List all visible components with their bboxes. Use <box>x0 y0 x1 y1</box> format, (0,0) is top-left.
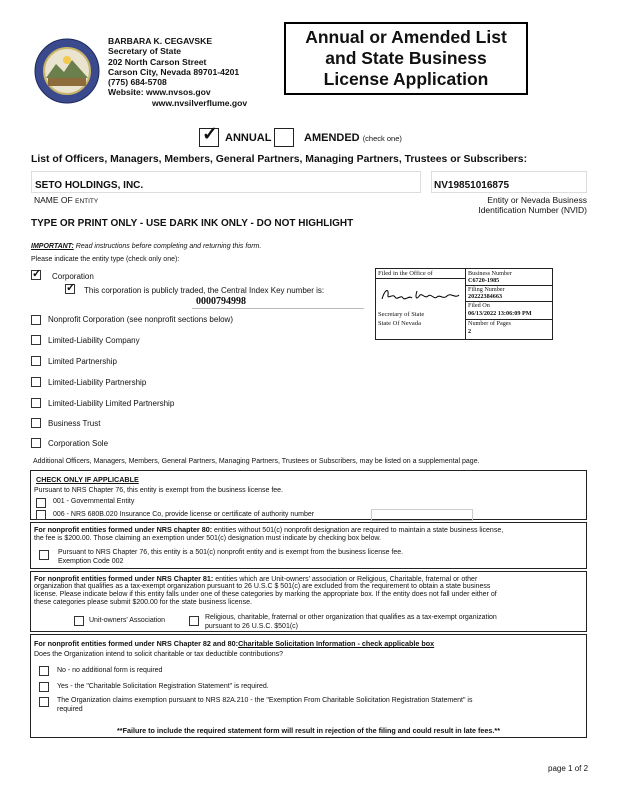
chapter-82-title: For nonprofit entities formed under NRS Chapter 82 and 80: <box>34 639 239 648</box>
governmental-entity-checkbox[interactable] <box>36 498 46 508</box>
lp-label: Limited Partnership <box>48 357 117 366</box>
signature <box>379 285 463 310</box>
insurance-co-label: 006 - NRS 680B.020 Insurance Co, provide license or certificate of authority number <box>53 511 315 518</box>
amended-label: AMENDED <box>304 132 360 144</box>
exemption-section-title: CHECK ONLY IF APPLICABLE <box>36 475 139 484</box>
solicitation-yes-checkbox[interactable] <box>39 682 49 692</box>
secretary-name: BARBARA K. CEGAVSKE <box>108 36 213 46</box>
state-seal <box>34 38 100 104</box>
solicitation-exemption-label: The Organization claims exemption pursuant to NRS 82A.210 - the "Exemption From Charitable Solicitation Registration Statement" is <box>57 697 473 704</box>
secretary-title: Secretary of State <box>108 46 182 57</box>
chapter-81-title: For nonprofit entities formed under NRS Chapter 81: <box>34 574 214 583</box>
website-link-1[interactable]: www.nvsos.gov <box>146 87 211 98</box>
pages-value: 2 <box>468 328 472 335</box>
nonprofit-label: Nonprofit Corporation (see nonprofit sections below) <box>48 315 233 324</box>
llc-label: Limited-Liability Company <box>48 336 140 345</box>
solicitation-no-checkbox[interactable] <box>39 666 49 676</box>
lp-checkbox[interactable] <box>31 356 41 366</box>
nvid-label-line-1: Entity or Nevada Business <box>487 195 587 205</box>
website-link-2[interactable]: www.nvsilverflume.gov <box>152 97 248 108</box>
lllp-checkbox[interactable] <box>31 398 41 408</box>
business-number-label: Business Number <box>468 270 512 277</box>
state-of-nevada-label: State Of Nevada <box>378 320 421 327</box>
filed-in-office-label: Filed in the Office of <box>378 270 433 277</box>
llp-label: Limited-Liability Partnership <box>48 378 147 387</box>
corporation-checkbox[interactable] <box>31 270 41 280</box>
filed-on-label: Filed On <box>468 302 490 309</box>
form-title-line-1: Annual or Amended List <box>305 27 507 47</box>
nonprofit-checkbox[interactable] <box>31 315 41 325</box>
chapter-81-text-3: license. Please indicate below if this entity falls under one of these categories by marking the appropriate box. If the entity does not fall under either of <box>34 591 497 598</box>
address-line-1: 202 North Carson Street <box>108 56 207 67</box>
solicitation-exemption-label-2: required <box>57 705 83 713</box>
corporation-label: Corporation <box>52 272 94 281</box>
business-number: C6720-1985 <box>468 277 500 284</box>
annual-label: ANNUAL <box>225 132 272 144</box>
annual-checkbox[interactable] <box>199 124 219 147</box>
pages-label: Number of Pages <box>468 320 511 327</box>
supplemental-note: Additional Officers, Managers, Members, General Partners, Managing Partners, Trustees or Subscribers, may be listed on a supplemental page. <box>33 458 480 465</box>
chapter-80-title: For nonprofit entities formed under NRS chapter 80: <box>34 525 213 534</box>
solicitation-exemption-checkbox[interactable] <box>39 697 49 707</box>
entity-name-value: SETO HOLDINGS, INC. <box>35 180 144 191</box>
filing-stamp-box <box>375 268 553 340</box>
nvid-value: NV19851016875 <box>434 180 510 191</box>
llp-checkbox[interactable] <box>31 377 41 387</box>
501c-exempt-checkbox[interactable] <box>39 550 49 560</box>
cik-value: 0000794998 <box>196 296 246 307</box>
corporation-sole-label: Corporation Sole <box>48 439 109 448</box>
chapter-81-text-1: entities which are Unit-owners' association or Religious, Charitable, fraternal or other <box>213 576 478 583</box>
chapter-81-text-2: organization that qualifies as a tax-exempt organization pursuant to 26 U.S.C $ 501(c) are excluded from the requirement to obtain a state business <box>34 583 491 590</box>
list-heading: List of Officers, Managers, Members, General Partners, Managing Partners, Trustees or Subscribers: <box>31 154 528 165</box>
filing-number: 20222384663 <box>468 293 503 300</box>
lllp-label: Limited-Liability Limited Partnership <box>48 399 175 408</box>
solicitation-question: Does the Organization intend to solicit charitable or tax deductible contributions? <box>34 651 284 658</box>
chapter-82-section <box>30 634 587 738</box>
exemption-code-label: Exemption Code 002 <box>58 557 124 565</box>
secretary-of-state-label: Secretary of State <box>378 311 425 318</box>
entity-name-label-suffix: ENTITY <box>75 198 99 205</box>
unit-owners-checkbox[interactable] <box>74 616 84 626</box>
publicly-traded-checkbox[interactable] <box>65 284 75 294</box>
governmental-entity-label: 001 - Governmental Entity <box>53 498 135 505</box>
exemption-intro: Pursuant to NRS Chapter 76, this entity is exempt from the business license fee. <box>34 487 284 494</box>
business-trust-checkbox[interactable] <box>31 418 41 428</box>
address-line-2: Carson City, Nevada 89701-4201 <box>108 66 240 77</box>
form-title-line-3: License Application <box>323 69 489 89</box>
chapter-81-text-4: these categories please submit $200.00 for the state business license. <box>34 599 252 606</box>
publicly-traded-label: This corporation is publicly traded, the Central Index Key number is: <box>84 286 325 295</box>
entity-name-label: NAME OF <box>34 195 73 205</box>
llc-checkbox[interactable] <box>31 335 41 345</box>
religious-charitable-checkbox[interactable] <box>189 616 199 626</box>
unit-owners-label: Unit-owners' Association <box>89 617 166 624</box>
form-title-box <box>284 22 528 95</box>
filing-number-label: Filing Number <box>468 286 505 293</box>
failure-notice: **Failure to include the required statement form will result in rejection of the filing and could result in late fees.** <box>116 726 500 735</box>
amended-checkbox[interactable] <box>274 128 294 147</box>
501c-exempt-label: Pursuant to NRS Chapter 76, this entity is a 501(c) nonprofit entity and is exempt from the business license fee. <box>58 549 404 556</box>
chapter-81-section <box>30 571 587 632</box>
filed-on: 06/13/2022 13:06:09 PM <box>468 310 532 317</box>
authority-number-field[interactable] <box>371 509 473 521</box>
important-text: Read instructions before completing and returning this form. <box>73 243 262 250</box>
solicitation-yes-label: Yes - the "Charitable Solicitation Registration Statement" is required. <box>57 683 269 690</box>
website-label: Website: <box>108 87 144 98</box>
solicitation-no-label: No - no additional form is required <box>57 667 163 674</box>
nvid-label-line-2: Identification Number (NVID) <box>478 205 587 215</box>
insurance-co-checkbox[interactable] <box>36 510 46 520</box>
important-label: IMPORTANT: <box>31 243 74 250</box>
religious-charitable-label-2: pursuant to 26 U.S.C. $501(c) <box>205 622 298 630</box>
form-title-line-2: and State Business <box>325 48 487 68</box>
business-trust-label: Business Trust <box>48 419 101 428</box>
page-number: page 1 of 2 <box>548 764 589 773</box>
ink-notice: TYPE OR PRINT ONLY - USE DARK INK ONLY - DO NOT HIGHLIGHT <box>31 218 354 229</box>
check-one-note: (check one) <box>362 134 402 143</box>
chapter-82-title-underlined: Charitable Solicitation Information - check applicable box <box>238 639 435 648</box>
entity-type-prompt: Please indicate the entity type (check only one): <box>31 256 180 263</box>
check-mark-icon: ✓ <box>202 124 218 145</box>
religious-charitable-label: Religious, charitable, fraternal or other organization that qualifies as a tax-exempt organization <box>205 614 497 621</box>
phone-number: (775) 684-5708 <box>108 77 167 88</box>
chapter-80-text-1: entities without 501(c) nonprofit designation are required to maintain a state business license, <box>212 527 504 534</box>
corporation-sole-checkbox[interactable] <box>31 438 41 448</box>
chapter-80-section <box>30 522 587 569</box>
chapter-80-text-2: the fee is $200.00. Those claiming an exemption under 501(c) designation must indicate by checking box below. <box>34 535 381 542</box>
exemption-section <box>30 470 587 520</box>
